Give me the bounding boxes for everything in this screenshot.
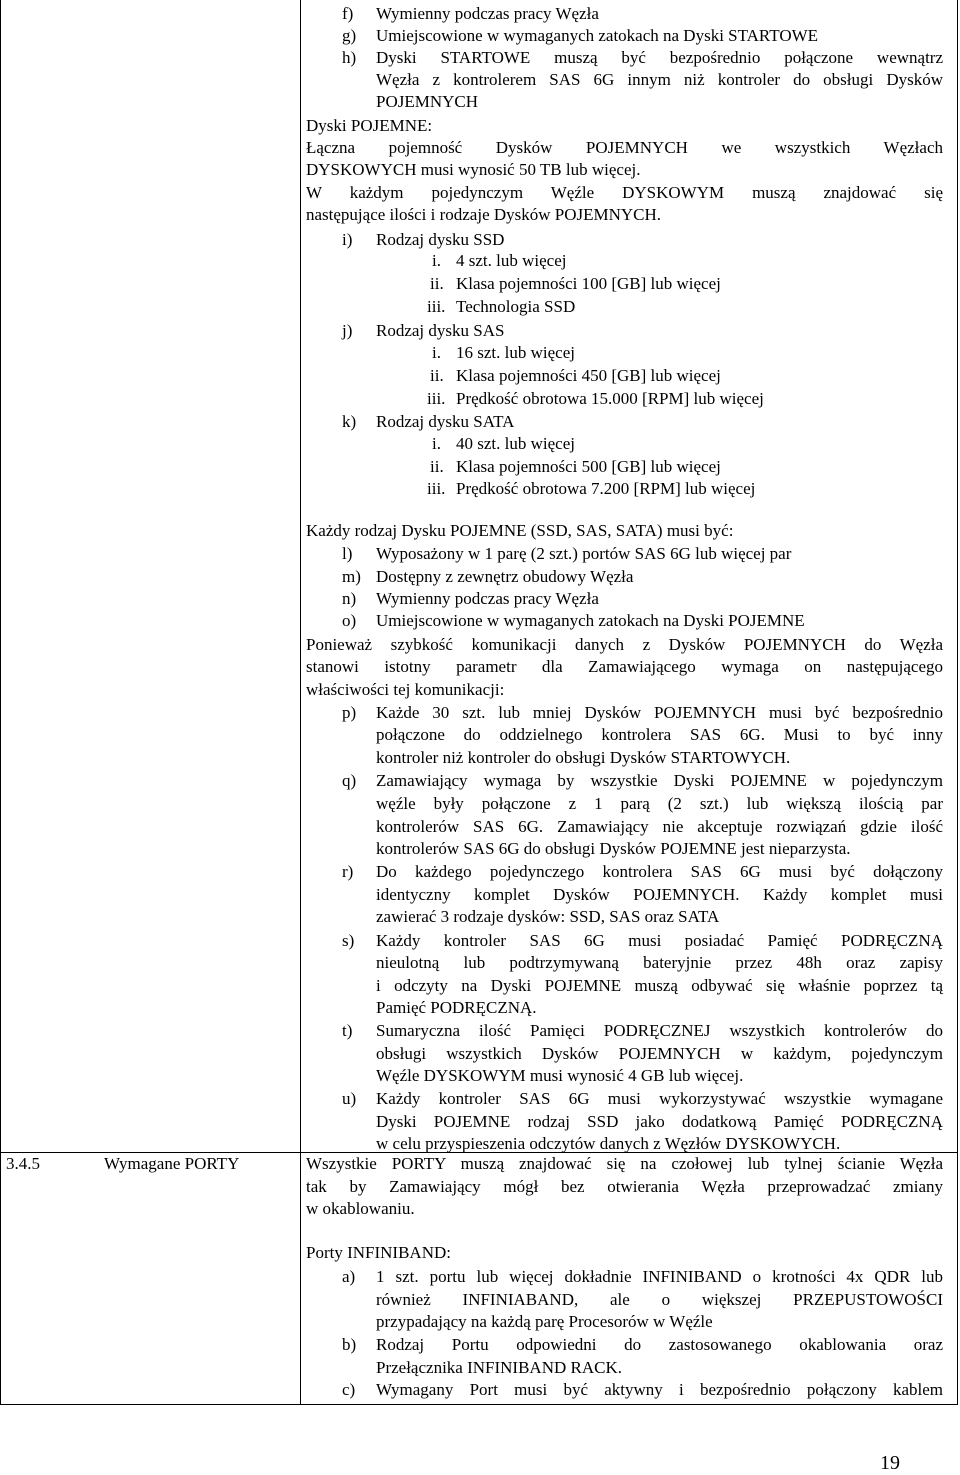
list-marker: c) bbox=[342, 1380, 356, 1399]
sub-item: Klasa pojemności 100 [GB] lub więcej bbox=[456, 274, 721, 293]
list-item-line: Rodzaj Portu odpowiedni do zastosowanego okablowania oraz bbox=[376, 1335, 943, 1354]
list-item-line: kontrolerów SAS 6G. Zamawiający nie akceptuje rozwiązań gdzie ilość bbox=[376, 817, 943, 836]
sub-item: Klasa pojemności 500 [GB] lub więcej bbox=[456, 457, 721, 476]
list-item-line: nieulotną lub podtrzymywaną bateryjnie przez 48h oraz zapisy bbox=[376, 953, 943, 972]
paragraph-line: DYSKOWYCH musi wynosić 50 TB lub więcej. bbox=[306, 160, 641, 179]
list-item-text: Wymienny podczas pracy Węzła bbox=[376, 4, 599, 23]
list-item-line: Do każdego pojedynczego kontrolera SAS 6G musi być dołączony bbox=[376, 862, 943, 881]
list-item-line: w celu przyspieszenia odczytów danych z Węzłów DYSKOWYCH. bbox=[376, 1134, 841, 1153]
list-marker: f) bbox=[342, 4, 354, 23]
table-bottom-border bbox=[0, 1404, 958, 1405]
list-item-text: Wymienny podczas pracy Węzła bbox=[376, 589, 599, 608]
sub-marker: ii. bbox=[430, 274, 444, 293]
table-right-border bbox=[957, 0, 958, 1405]
list-marker: o) bbox=[342, 611, 357, 630]
list-item-line: Każdy kontroler SAS 6G musi posiadać Pamięć PODRĘCZNĄ bbox=[376, 931, 943, 950]
paragraph-line: W każdym pojedynczym Węźle DYSKOWYM muszą znajdować się bbox=[306, 183, 943, 202]
list-item-line: Każde 30 szt. lub mniej Dysków POJEMNYCH musi być bezpośrednio bbox=[376, 703, 943, 722]
sub-marker: iii. bbox=[427, 479, 446, 498]
list-item-text: Rodzaj dysku SAS bbox=[376, 321, 505, 340]
sub-marker: i. bbox=[432, 434, 441, 453]
sub-item: Prędkość obrotowa 15.000 [RPM] lub więcej bbox=[456, 389, 764, 408]
list-item-line: obsługi wszystkich Dysków POJEMNYCH w każdym, pojedynczym bbox=[376, 1044, 943, 1063]
list-marker: r) bbox=[342, 862, 354, 881]
list-item-line: Pamięć PODRĘCZNĄ. bbox=[376, 998, 537, 1017]
column-divider bbox=[300, 0, 301, 1405]
sub-marker: ii. bbox=[430, 457, 444, 476]
paragraph-line: stanowi istotny parametr dla Zamawiającego wymaga on następującego bbox=[306, 657, 943, 676]
list-marker: t) bbox=[342, 1021, 353, 1040]
subheading: Porty INFINIBAND: bbox=[306, 1243, 451, 1262]
sub-item: Technologia SSD bbox=[456, 297, 576, 316]
paragraph-line: w okablowaniu. bbox=[306, 1199, 415, 1218]
list-item-line: Dyski STARTOWE muszą być bezpośrednio połączone wewnątrz bbox=[376, 48, 943, 67]
paragraph-line: następujące ilości i rodzaje Dysków POJEMNYCH. bbox=[306, 205, 662, 224]
list-item-line: Węźle DYSKOWYM musi wynosić 4 GB lub więcej. bbox=[376, 1066, 744, 1085]
list-item-text: Wyposażony w 1 parę (2 szt.) portów SAS 6G lub więcej par bbox=[376, 544, 792, 563]
list-marker: u) bbox=[342, 1089, 357, 1108]
list-marker: s) bbox=[342, 931, 355, 950]
list-item-text: Umiejscowione w wymaganych zatokach na Dyski STARTOWE bbox=[376, 26, 819, 45]
paragraph-line: Każdy rodzaj Dysku POJEMNE (SSD, SAS, SATA) musi być: bbox=[306, 521, 734, 540]
list-item-line: POJEMNYCH bbox=[376, 92, 479, 111]
list-item-line: Wymagany Port musi być aktywny i bezpośrednio połączony kablem bbox=[376, 1380, 943, 1399]
sub-item: 40 szt. lub więcej bbox=[456, 434, 575, 453]
list-item-line: Przełącznika INFINIBAND RACK. bbox=[376, 1358, 622, 1377]
list-item-line: identyczny komplet Dysków POJEMNYCH. Każdy komplet musi bbox=[376, 885, 943, 904]
list-marker: k) bbox=[342, 412, 357, 431]
section-number: 3.4.5 bbox=[6, 1154, 40, 1173]
sub-marker: iii. bbox=[427, 297, 446, 316]
paragraph-line: Wszystkie PORTY muszą znajdować się na czołowej lub tylnej ścianie Węzła bbox=[306, 1154, 943, 1173]
page-number: 19 bbox=[880, 1452, 900, 1474]
section-title: Wymagane PORTY bbox=[104, 1154, 240, 1173]
sub-marker: i. bbox=[432, 251, 441, 270]
list-marker: n) bbox=[342, 589, 357, 608]
list-item-text: Rodzaj dysku SSD bbox=[376, 230, 505, 249]
list-marker: q) bbox=[342, 771, 357, 790]
paragraph-line: właściwości tej komunikacji: bbox=[306, 680, 505, 699]
sub-item: 16 szt. lub więcej bbox=[456, 343, 575, 362]
list-item-line: Węzła z kontrolerem SAS 6G innym niż kontroler do obsługi Dysków bbox=[376, 70, 943, 89]
list-marker: l) bbox=[342, 544, 353, 563]
sub-marker: iii. bbox=[427, 389, 446, 408]
paragraph-line: tak by Zamawiający mógł bez otwierania Węzła przeprowadzać zmiany bbox=[306, 1177, 943, 1196]
list-marker: j) bbox=[342, 321, 353, 340]
paragraph-line: Łączna pojemność Dysków POJEMNYCH we wszystkich Węzłach bbox=[306, 138, 943, 157]
list-item-line: kontroler niż kontroler do obsługi Dysków STARTOWYCH. bbox=[376, 748, 791, 767]
sub-item: Klasa pojemności 450 [GB] lub więcej bbox=[456, 366, 721, 385]
list-marker: m) bbox=[342, 567, 361, 586]
list-marker: i) bbox=[342, 230, 353, 249]
list-marker: b) bbox=[342, 1335, 357, 1354]
subheading: Dyski POJEMNE: bbox=[306, 116, 433, 135]
sub-item: Prędkość obrotowa 7.200 [RPM] lub więcej bbox=[456, 479, 756, 498]
list-marker: h) bbox=[342, 48, 357, 67]
list-item-line: zawierać 3 rodzaje dysków: SSD, SAS oraz SATA bbox=[376, 907, 720, 926]
sub-marker: i. bbox=[432, 343, 441, 362]
sub-item: 4 szt. lub więcej bbox=[456, 251, 567, 270]
paragraph-line: Ponieważ szybkość komunikacji danych z Dysków POJEMNYCH do Węzła bbox=[306, 635, 943, 654]
list-item-line: Dyski POJEMNE rodzaj SSD jako dodatkową Pamięć PODRĘCZNĄ bbox=[376, 1112, 943, 1131]
list-marker: a) bbox=[342, 1267, 356, 1286]
list-item-line: Zamawiający wymaga by wszystkie Dyski POJEMNE w pojedynczym bbox=[376, 771, 943, 790]
list-item-line: i odczyty na Dyski POJEMNE muszą odbywać się właśnie poprzez tą bbox=[376, 976, 943, 995]
list-item-line: przypadający na każdą parę Procesorów w Węźle bbox=[376, 1312, 713, 1331]
list-item-line: 1 szt. portu lub więcej dokładnie INFINIBAND o krotności 4x QDR lub bbox=[376, 1267, 943, 1286]
list-item-line: połączone do oddzielnego kontrolera SAS 6G. Musi to być inny bbox=[376, 725, 943, 744]
list-marker: g) bbox=[342, 26, 357, 45]
sub-marker: ii. bbox=[430, 366, 444, 385]
list-item-line: również INFINIABAND, ale o większej PRZEPUSTOWOŚCI bbox=[376, 1290, 943, 1309]
table-left-border bbox=[0, 0, 1, 1405]
list-marker: p) bbox=[342, 703, 357, 722]
list-item-text: Rodzaj dysku SATA bbox=[376, 412, 515, 431]
list-item-text: Umiejscowione w wymaganych zatokach na Dyski POJEMNE bbox=[376, 611, 805, 630]
list-item-line: kontrolerów SAS 6G do obsługi Dysków POJEMNE jest nieparzysta. bbox=[376, 839, 851, 858]
list-item-line: Sumaryczna ilość Pamięci PODRĘCZNEJ wszystkich kontrolerów do bbox=[376, 1021, 943, 1040]
list-item-line: Każdy kontroler SAS 6G musi wykorzystywać wszystkie wymagane bbox=[376, 1089, 943, 1108]
list-item-line: węźle były połączone z 1 parą (2 szt.) lub większą ilością par bbox=[376, 794, 943, 813]
list-item-text: Dostępny z zewnętrz obudowy Węzła bbox=[376, 567, 634, 586]
